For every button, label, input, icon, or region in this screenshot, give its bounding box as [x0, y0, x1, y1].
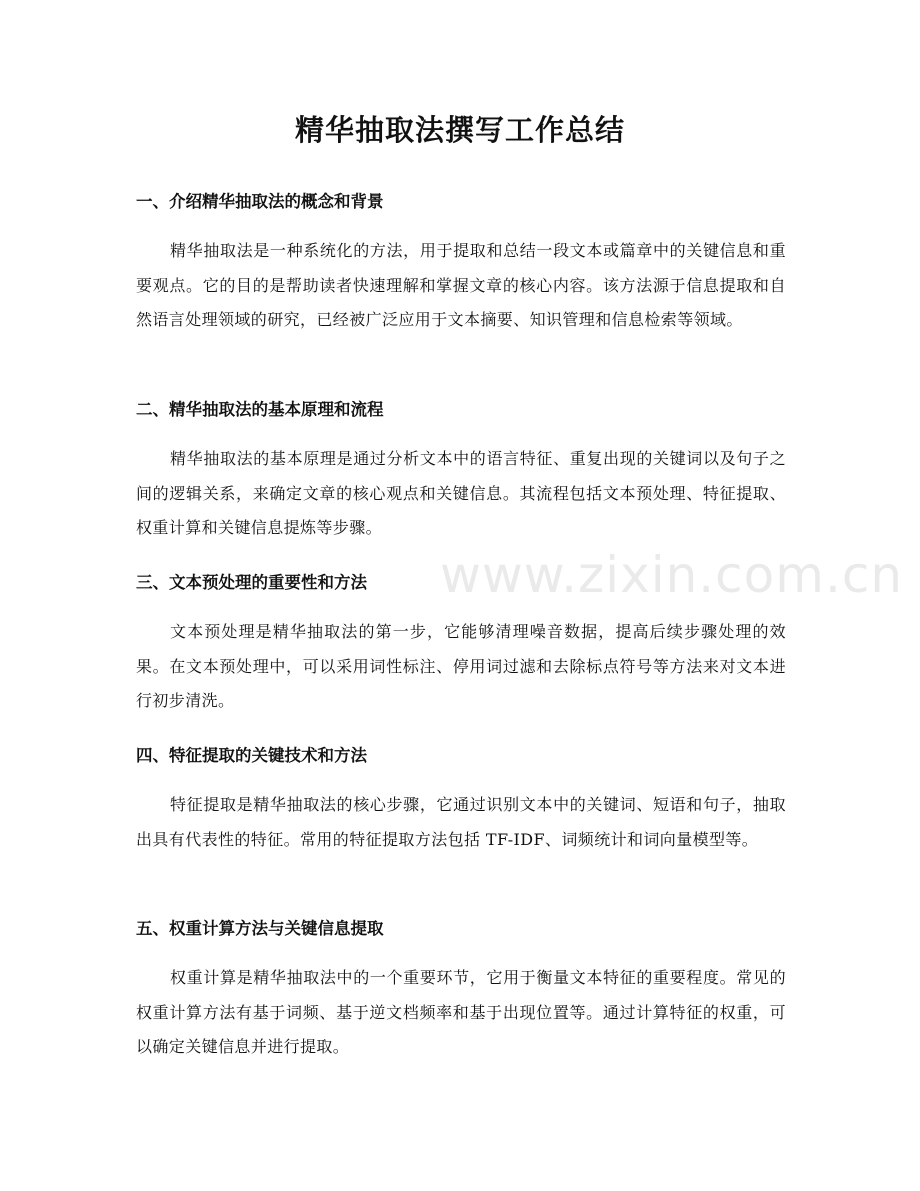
section-5 — [136, 917, 786, 1065]
section-2 — [136, 398, 786, 546]
section-heading: 四、特征提取的关键技术和方法 — [136, 746, 367, 765]
section-paragraph: 权重计算是精华抽取法中的一个重要环节，它用于衡量文本特征的重要程度。常见的权重计算方法有基于词频、基于逆文档频率和基于出现位置等。通过计算特征的权重，可以确定关键信息并进行提取。 — [136, 968, 786, 1057]
section-paragraph: 精华抽取法是一种系统化的方法，用于提取和总结一段文本或篇章中的关键信息和重要观点。它的目的是帮助读者快速理解和掌握文章的核心内容。该方法源于信息提取和自然语言处理领域的研究，已经被广泛应用于文本摘要、知识管理和信息检索等领域。 — [136, 241, 786, 330]
section-heading: 三、文本预处理的重要性和方法 — [136, 573, 367, 592]
section-3 — [136, 571, 786, 719]
section-paragraph: 文本预处理是精华抽取法的第一步，它能够清理噪音数据，提高后续步骤处理的效果。在文本预处理中，可以采用词性标注、停用词过滤和去除标点符号等方法来对文本进行初步清洗。 — [136, 622, 786, 711]
section-paragraph: 特征提取是精华抽取法的核心步骤，它通过识别文本中的关键词、短语和句子，抽取出具有代表性的特征。常用的特征提取方法包括 TF-IDF、词频统计和词向量模型等。 — [136, 795, 786, 849]
section-4 — [136, 744, 786, 857]
section-1 — [136, 190, 786, 338]
page-title: 精华抽取法撰写工作总结 — [294, 113, 625, 147]
section-heading: 五、权重计算方法与关键信息提取 — [136, 919, 384, 938]
section-heading: 一、介绍精华抽取法的概念和背景 — [136, 192, 384, 211]
section-heading: 二、精华抽取法的基本原理和流程 — [136, 400, 384, 419]
watermark: www.zixin.com.cn — [440, 546, 904, 604]
section-paragraph: 精华抽取法的基本原理是通过分析文本中的语言特征、重复出现的关键词以及句子之间的逻辑关系，来确定文章的核心观点和关键信息。其流程包括文本预处理、特征提取、权重计算和关键信息提炼等步骤。 — [136, 449, 786, 538]
